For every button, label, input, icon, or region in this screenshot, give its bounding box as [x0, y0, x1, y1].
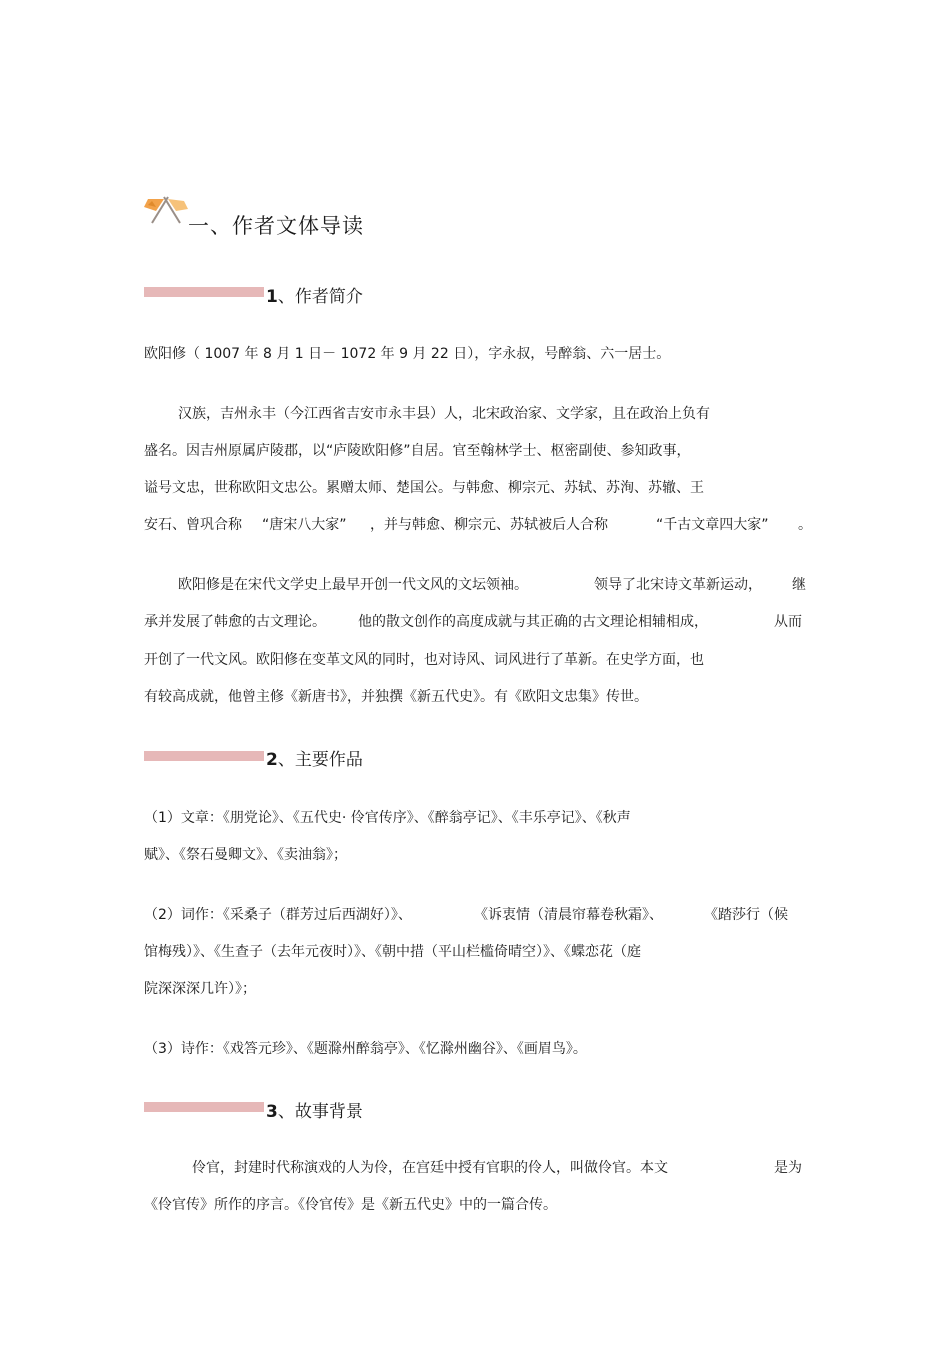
story-line: 伶官，封建时代称演戏的人为伶，在宫廷中授有官职的伶人，叫做伶官。本文: [192, 1160, 668, 1176]
works-line: 赋》、《祭石曼卿文》、《卖油翁》；: [144, 847, 347, 863]
section-bar: [144, 287, 264, 297]
works-line: （1）文章：《朋党论》、《五代史· 伶官传序》、《醉翁亭记》、《丰乐亭记》、《秋声: [144, 810, 631, 826]
bio-line: 欧阳修（ 1007 年 8 月 1 日－ 1072 年 9 月 22 日），字永叔，号醉翁、六一居士。: [144, 346, 671, 362]
works-line: 《诉衷情（清晨帘幕卷秋霜》、: [474, 907, 663, 923]
bio-line: 承并发展了韩愈的古文理论。: [144, 614, 326, 630]
bio-line: 欧阳修是在宋代文学史上最早开创一代文风的文坛领袖。: [178, 577, 528, 593]
section-heading-3: 3、故事背景: [266, 1102, 363, 1122]
works-line: （2）词作：《采桑子（群芳过后西湖好）》、: [144, 907, 412, 923]
bio-line: 开创了一代文风。欧阳修在变革文风的同时，也对诗风、词风进行了革新。在史学方面，也: [144, 652, 704, 668]
works-line: 馆梅残）》、《生查子（去年元夜时）》、《朝中措（平山栏槛倚晴空）》、《蝶恋花（庭: [144, 944, 641, 960]
story-line: 是为: [774, 1160, 802, 1176]
bio-line: 安石、曾巩合称: [144, 517, 242, 533]
section-heading-2: 2、主要作品: [266, 750, 363, 770]
bio-line: 有较高成就，他曾主修《新唐书》，并独撰《新五代史》。有《欧阳文忠集》传世。: [144, 689, 648, 705]
works-line: 《踏莎行（候: [704, 907, 788, 923]
works-line: （3）诗作：《戏答元珍》、《题滁州醉翁亭》、《忆滁州幽谷》、《画眉鸟》。: [144, 1041, 587, 1057]
works-line: 院深深深几许）》；: [144, 981, 256, 997]
bio-line: 他的散文创作的高度成就与其正确的古文理论相辅相成，: [358, 614, 708, 630]
bio-line: 继: [792, 577, 806, 593]
page-title: 一、作者文体导读: [188, 214, 364, 238]
story-line: 《伶官传》所作的序言。《伶官传》是《新五代史》中的一篇合传。: [144, 1197, 557, 1213]
bio-line: 盛名。因吉州原属庐陵郡，以“庐陵欧阳修”自居。官至翰林学士、枢密副使、参知政事，: [144, 443, 691, 459]
section-heading-1: 1、作者简介: [266, 287, 363, 307]
section-bar: [144, 751, 264, 761]
bio-line: 从而: [774, 614, 802, 630]
bio-line: 领导了北宋诗文革新运动，: [594, 577, 762, 593]
bio-quote: “唐宋八大家”: [262, 517, 347, 533]
section-bar: [144, 1102, 264, 1112]
bio-quote: “千古文章四大家”: [656, 517, 769, 533]
bio-line: 。: [798, 517, 812, 533]
crossed-flags-icon: [142, 193, 190, 227]
bio-line: 谥号文忠，世称欧阳文忠公。累赠太师、楚国公。与韩愈、柳宗元、苏轼、苏洵、苏辙、王: [144, 480, 704, 496]
bio-line: 汉族，吉州永丰（今江西省吉安市永丰县）人，北宋政治家、文学家，且在政治上负有: [178, 406, 710, 422]
bio-line: ，并与韩愈、柳宗元、苏轼被后人合称: [370, 517, 608, 533]
